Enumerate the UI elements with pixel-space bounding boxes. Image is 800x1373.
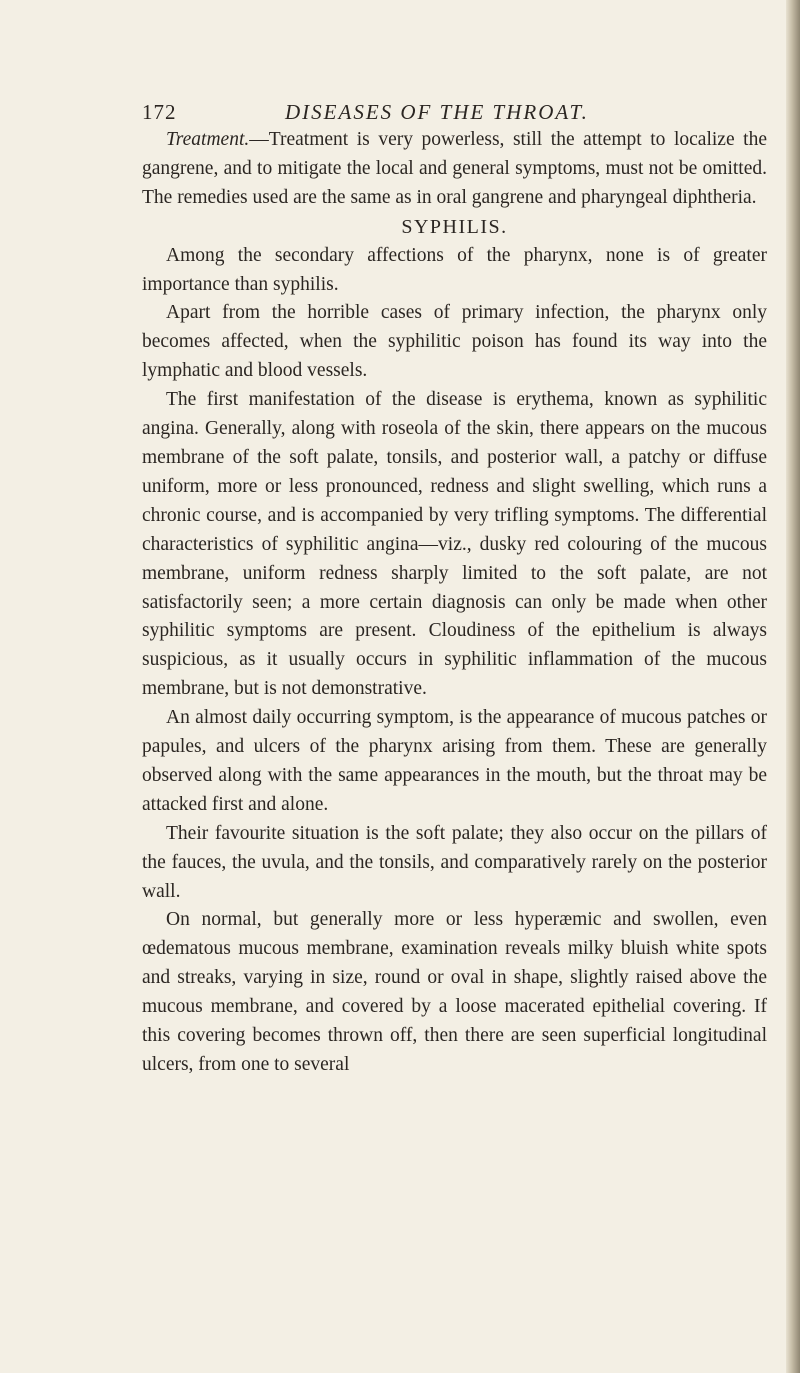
body-text — [142, 126, 767, 1080]
paragraph: An almost daily occurring symptom, is the appearance of mucous patches or papules, and ulcers of the pharynx arising from them. These are generally observed along with the same appearances in the mouth, but the throat may be attacked first and alone. — [142, 707, 767, 815]
paragraph: Their favourite situation is the soft palate; they also occur on the pillars of the fauces, the uvula, and the tonsils, and comparatively rarely on the posterior wall. — [142, 822, 767, 902]
page-edge — [786, 0, 800, 1373]
paragraph: On normal, but generally more or less hyperæmic and swollen, even œdematous mucous membrane, examination reveals milky bluish white spots and streaks, varying in size, round or oval in shape, slightly raised above the mucous membrane, and covered by a loose macerated epithelial covering. If this covering becomes thrown off, then there are seen superficial longitudinal ulcers, from one to several — [142, 909, 767, 1075]
paragraph: The first manifestation of the disease is erythema, known as syphilitic angina. Generally, along with roseola of the skin, there appears on the mucous membrane of the soft palate, tonsils, and posterior wall, a patchy or diffuse uniform, more or less pronounced, redness and slight swelling, which runs a chronic course, and is accompanied by very trifling symptoms. The differential characteristics of syphilitic angina—viz., dusky red colouring of the mucous membrane, uniform redness sharply limited to the soft palate, are not satisfactorily seen; a more certain diagnosis can only be made when other syphilitic symptoms are present. Cloudiness of the epithelium is always suspicious, as it usually occurs in syphilitic inflammation of the mucous membrane, but is not demonstrative. — [142, 389, 767, 700]
section-heading: SYPHILIS. — [401, 215, 508, 238]
running-title: DISEASES OF THE THROAT. — [285, 100, 589, 124]
running-head — [142, 100, 762, 128]
paragraph: Among the secondary affections of the pharynx, none is of greater importance than syphilis. — [142, 244, 767, 295]
treatment-text: —Treatment is very powerless, still the attempt to localize the gangrene, and to mitigate the local and general symptoms, must not be omitted. The remedies used are the same as in oral gangrene and pharyngeal diphtheria. — [142, 129, 767, 208]
treatment-paragraph — [142, 126, 767, 213]
page-number: 172 — [142, 100, 177, 124]
paragraph: Apart from the horrible cases of primary infection, the pharynx only becomes affected, when the syphilitic poison has found its way into the lymphatic and blood vessels. — [142, 302, 767, 382]
treatment-lead-in: Treatment. — [166, 129, 250, 150]
